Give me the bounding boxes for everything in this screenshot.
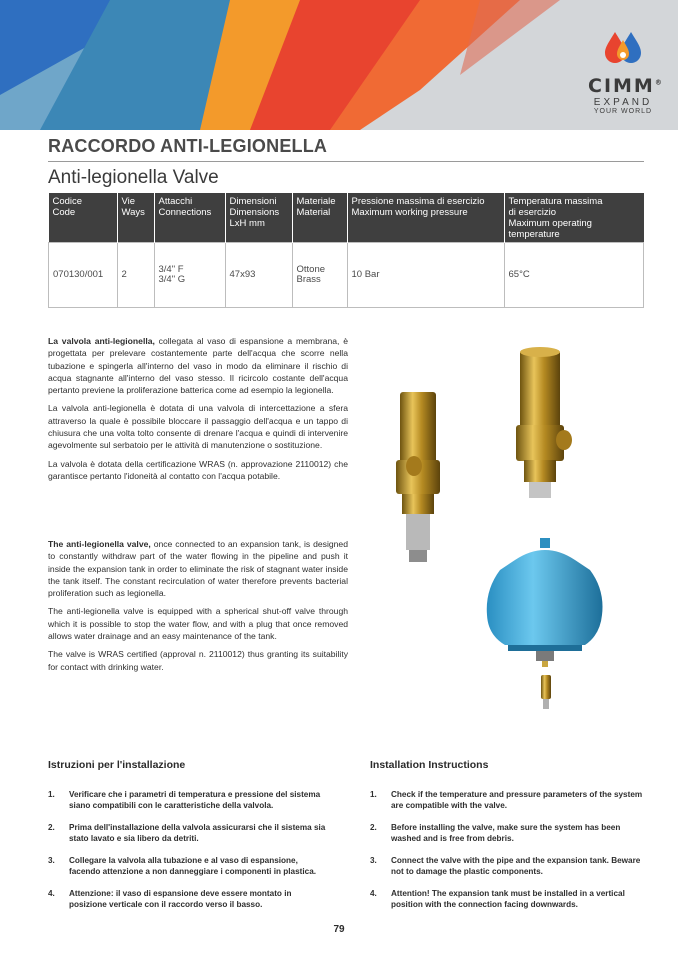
header-ways: Vie Ways: [117, 193, 154, 243]
page-number: 79: [333, 924, 345, 935]
page-title-en: Anti-legionella Valve: [48, 167, 219, 188]
install-title-it: Istruzioni per l'installazione: [48, 759, 186, 771]
spec-table-header-row: [49, 193, 644, 243]
product-photos: [370, 330, 630, 730]
list-item: 2. Before installing the valve, make sure the system has been washed and is free from debris.: [370, 823, 621, 843]
brand-name-text: CIMM: [588, 75, 655, 97]
page-title-it: RACCORDO ANTI-LEGIONELLA: [48, 136, 328, 156]
banner-graphic: [0, 0, 678, 130]
list-item: 3. Connect the valve with the pipe and the expansion tank. Beware not to damage the plastic components.: [370, 856, 641, 876]
header-dimensions: Dimensioni Dimensions LxH mm: [225, 193, 292, 243]
description-it-p2: La valvola anti-legionella è dotata di una valvola di intercettazione a sfera attraverso la quale è possibile bloccare il passaggio dell'acqua e un tappo di chiusura che una volta tolto consente di drenare l'acqua e quindi di intervenire agevolmente sul serbatoio per le attività di manutenzione o sostituzione.: [48, 403, 348, 451]
description-en-p3: The valve is WRAS certified (approval n. 2110012) thus granting its suitability for contact with drinking water.: [48, 649, 348, 672]
registered-mark: ®: [654, 78, 664, 87]
install-instructions-it: [48, 760, 328, 921]
cell-code: 070130/001: [49, 243, 118, 308]
header-connections: Attacchi Connections: [154, 193, 225, 243]
expansion-tank-photo: [487, 538, 603, 709]
cell-pressure: 10 Bar: [347, 243, 504, 308]
cell-material: Ottone Brass: [292, 243, 347, 308]
header-code: Codice Code: [49, 193, 118, 243]
description-en: [48, 538, 348, 679]
list-item: 3. Collegare la valvola alla tubazione e al vaso di espansione, facendo attenzione a non danneggiare i componenti in plastica.: [48, 856, 317, 876]
header-temperature: Temperatura massima di esercizio Maximum operating temperature: [504, 193, 644, 243]
spec-table: [48, 193, 644, 308]
list-item: 2. Prima dell'installazione della valvola assicurarsi che il sistema sia stato lavato e sia libero da detriti.: [48, 823, 326, 843]
brand-tagline-1: EXPAND: [593, 97, 653, 108]
install-title-en: Installation Instructions: [370, 759, 489, 771]
install-steps-en: [370, 789, 646, 910]
brand-logo: [588, 28, 664, 115]
list-item: 1. Check if the temperature and pressure parameters of the system are compatible with the valve.: [370, 790, 643, 810]
install-instructions-en: [370, 760, 646, 921]
cell-ways: 2: [117, 243, 154, 308]
cell-dimensions: 47x93: [225, 243, 292, 308]
cell-temperature: 65°C: [504, 243, 644, 308]
description-it: [48, 335, 348, 488]
table-row: [49, 243, 644, 308]
brand-tagline-2: YOUR WORLD: [593, 108, 653, 115]
title-divider: [48, 161, 644, 162]
cell-connections: 3/4" F 3/4" G: [154, 243, 225, 308]
valve-photo-right: [516, 347, 572, 498]
description-en-p2: The anti-legionella valve is equipped with a spherical shut-off valve through which it is possible to stop the water flow, and with a plug that once removed allows water drainage and an easy maintenance of the tank.: [48, 606, 348, 642]
drops-icon: [601, 28, 645, 68]
header-banner: [0, 0, 678, 130]
install-steps-it: [48, 789, 328, 910]
brand-name: [588, 75, 664, 97]
description-it-p1: La valvola anti-legionella, collegata al vaso di espansione a membrana, è progettata per prelevare costantemente parte dell'acqua che scorre nella tubazione e spingerla all'interno del vaso in modo da eliminare il rischio di acqua stagnante all'interno del vaso stesso. Il ricircolo costante dell'acqua pertanto previene la proliferazione batterica come ad esempio la legionella.: [48, 336, 348, 396]
header-pressure: Pressione massima di esercizio Maximum working pressure: [347, 193, 504, 243]
description-en-p1: The anti-legionella valve, once connected to an expansion tank, is designed to constantly withdraw part of the water flowing in the pipeline and push it inside the expansion tank in order to eliminate the risk of stagnant water inside the tank itself. The constant recirculation of water therefore prevents bacterial proliferation such as legionella.: [48, 539, 348, 599]
valve-photo-left: [396, 392, 440, 562]
description-it-p3: La valvola è dotata della certificazione WRAS (n. approvazione 2110012) che garantisce pertanto l'idoneità al contatto con l'acqua potabile.: [48, 458, 348, 481]
header-material: Materiale Material: [292, 193, 347, 243]
list-item: 4. Attenzione: il vaso di espansione deve essere montato in posizione verticale con il raccordo verso il basso.: [48, 889, 292, 909]
list-item: 4. Attention! The expansion tank must be installed in a vertical position with the connection facing downwards.: [370, 889, 625, 909]
list-item: 1. Verificare che i parametri di temperatura e pressione del sistema siano compatibili con le caratteristiche della valvola.: [48, 790, 321, 810]
